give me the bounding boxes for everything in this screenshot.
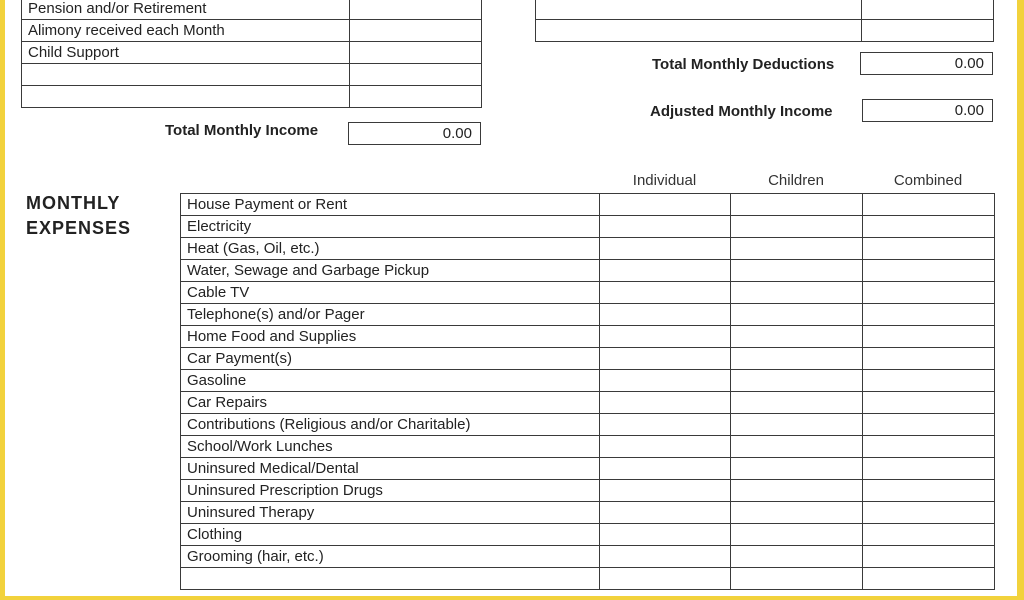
table-row [181,524,995,546]
table-row [181,304,995,326]
table-row [181,458,995,480]
expense-children-cell[interactable] [731,326,863,348]
column-header-combined: Combined [893,172,963,189]
deduction-amount-cell[interactable] [862,0,994,20]
expense-individual-cell[interactable] [600,238,731,260]
expense-combined-cell[interactable] [863,392,995,414]
heading-line: MONTHLY [26,193,121,213]
expense-label-cell: Cable TV [181,282,600,304]
budget-form-page [5,0,1017,596]
expense-label-cell: School/Work Lunches [181,436,600,458]
table-row [181,414,995,436]
expense-combined-cell[interactable] [863,194,995,216]
expense-individual-cell[interactable] [600,480,731,502]
table-row [181,216,995,238]
expenses-table [180,193,995,590]
expense-label-cell: Telephone(s) and/or Pager [181,304,600,326]
table-row [536,0,994,20]
total-monthly-income-label: Total Monthly Income [165,122,319,139]
monthly-expenses-heading [26,191,131,241]
expense-label-cell: Electricity [181,216,600,238]
table-row [181,546,995,568]
expense-children-cell[interactable] [731,348,863,370]
expense-children-cell[interactable] [731,502,863,524]
income-table [21,0,482,108]
expense-children-cell[interactable] [731,282,863,304]
table-row [181,502,995,524]
expense-combined-cell[interactable] [863,524,995,546]
expense-individual-cell[interactable] [600,392,731,414]
expense-children-cell[interactable] [731,392,863,414]
table-row [181,282,995,304]
expense-combined-cell[interactable] [863,436,995,458]
expense-label-cell: Uninsured Therapy [181,502,600,524]
expense-individual-cell[interactable] [600,370,731,392]
expense-individual-cell[interactable] [600,282,731,304]
expense-individual-cell[interactable] [600,436,731,458]
expense-children-cell[interactable] [731,524,863,546]
expense-individual-cell[interactable] [600,414,731,436]
table-row [181,260,995,282]
expense-children-cell[interactable] [731,414,863,436]
income-amount-cell[interactable] [350,86,482,108]
expense-individual-cell[interactable] [600,326,731,348]
deduction-label-cell[interactable] [536,20,862,42]
expense-combined-cell[interactable] [863,414,995,436]
table-row [181,568,995,590]
expense-label-cell: Clothing [181,524,600,546]
expense-label-cell: Uninsured Medical/Dental [181,458,600,480]
expense-combined-cell[interactable] [863,546,995,568]
expense-amount-cell[interactable] [731,568,863,590]
income-label-cell[interactable] [22,64,350,86]
table-row [181,370,995,392]
table-row [22,64,482,86]
expense-children-cell[interactable] [731,260,863,282]
expense-label-cell: Gasoline [181,370,600,392]
heading-line: EXPENSES [26,218,132,238]
expense-children-cell[interactable] [731,458,863,480]
expense-label-cell: Grooming (hair, etc.) [181,546,600,568]
expense-combined-cell[interactable] [863,326,995,348]
income-amount-cell[interactable] [350,0,482,20]
table-row [181,194,995,216]
expense-children-cell[interactable] [731,194,863,216]
expense-individual-cell[interactable] [600,502,731,524]
expense-combined-cell[interactable] [863,348,995,370]
expense-individual-cell[interactable] [600,546,731,568]
expense-label-cell: Heat (Gas, Oil, etc.) [181,238,600,260]
expense-children-cell[interactable] [731,370,863,392]
expense-combined-cell[interactable] [863,502,995,524]
deduction-amount-cell[interactable] [862,20,994,42]
table-row [181,480,995,502]
expense-label-cell: Water, Sewage and Garbage Pickup [181,260,600,282]
expense-label-cell: Car Repairs [181,392,600,414]
table-row [536,20,994,42]
expense-individual-cell[interactable] [600,348,731,370]
total-monthly-income-value[interactable]: 0.00 [348,122,481,145]
table-row [181,238,995,260]
expense-combined-cell[interactable] [863,238,995,260]
table-row [181,436,995,458]
expense-label-cell: Uninsured Prescription Drugs [181,480,600,502]
expense-children-cell[interactable] [731,304,863,326]
column-header-children: Children [768,172,824,189]
income-amount-cell[interactable] [350,64,482,86]
adjusted-monthly-income-value[interactable]: 0.00 [862,99,993,122]
expense-label-cell: House Payment or Rent [181,194,600,216]
expense-combined-cell[interactable] [863,260,995,282]
expense-individual-cell[interactable] [600,524,731,546]
income-label-cell[interactable] [22,86,350,108]
income-amount-cell[interactable] [350,20,482,42]
expense-amount-cell[interactable] [863,568,995,590]
deductions-table [535,0,994,42]
expense-children-cell[interactable] [731,436,863,458]
expense-children-cell[interactable] [731,546,863,568]
table-row [22,0,482,20]
expense-label-cell: Contributions (Religious and/or Charitable) [181,414,600,436]
total-monthly-deductions-label: Total Monthly Deductions [652,56,835,73]
expense-combined-cell[interactable] [863,480,995,502]
table-row [181,392,995,414]
income-label-cell[interactable]: Alimony received each Month [22,20,350,42]
expense-children-cell[interactable] [731,216,863,238]
expense-label-cell: Home Food and Supplies [181,326,600,348]
adjusted-monthly-income-label: Adjusted Monthly Income [650,103,833,120]
expense-combined-cell[interactable] [863,216,995,238]
expense-individual-cell[interactable] [600,260,731,282]
table-row [181,326,995,348]
expense-children-cell[interactable] [731,480,863,502]
income-label-cell[interactable]: Pension and/or Retirement [22,0,350,20]
column-header-individual: Individual [632,172,697,189]
deduction-label-cell[interactable] [536,0,862,20]
expense-children-cell[interactable] [731,238,863,260]
table-row [22,86,482,108]
expense-combined-cell[interactable] [863,304,995,326]
expense-individual-cell[interactable] [600,458,731,480]
income-label-cell[interactable]: Child Support [22,42,350,64]
expense-combined-cell[interactable] [863,370,995,392]
expense-individual-cell[interactable] [600,194,731,216]
income-amount-cell[interactable] [350,42,482,64]
expense-individual-cell[interactable] [600,216,731,238]
expense-combined-cell[interactable] [863,282,995,304]
expense-individual-cell[interactable] [600,304,731,326]
expense-combined-cell[interactable] [863,458,995,480]
table-row [181,348,995,370]
expense-amount-cell[interactable] [600,568,731,590]
table-row [22,20,482,42]
expense-label-cell [181,568,600,590]
expense-label-cell: Car Payment(s) [181,348,600,370]
total-monthly-deductions-value[interactable]: 0.00 [860,52,993,75]
table-row [22,42,482,64]
